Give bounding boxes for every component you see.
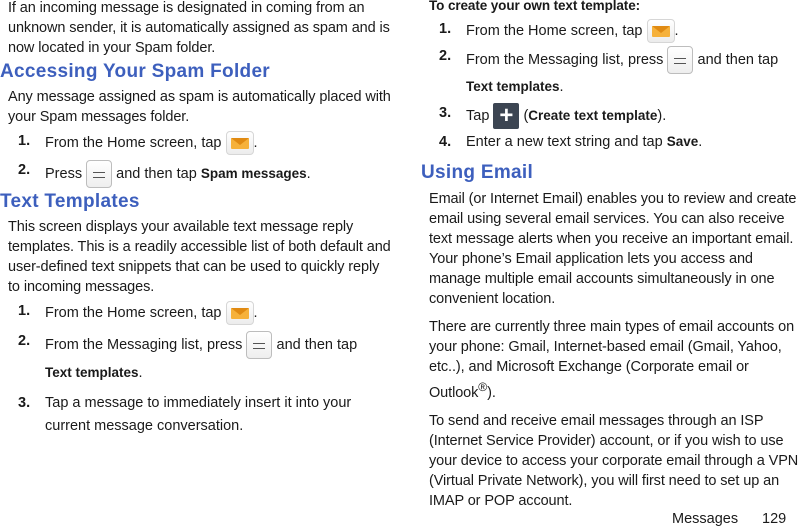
messaging-envelope-icon <box>226 301 254 325</box>
step-text: From the Home screen, tap <box>45 134 222 151</box>
step-end: . <box>306 165 311 182</box>
menu-key-icon <box>86 160 112 188</box>
step-number: 2. <box>439 48 452 64</box>
step-text: Tap <box>466 107 490 124</box>
step-number: 1. <box>439 21 452 37</box>
spam-messages-label: Spam messages <box>200 165 307 181</box>
step-text: ( <box>523 107 529 124</box>
step-number: 2. <box>18 162 31 178</box>
create-step-3 <box>421 103 801 129</box>
step-text: From the Home screen, tap <box>45 304 222 321</box>
right-column <box>421 0 801 511</box>
step-end: ). <box>657 107 667 124</box>
step-text: From the Messaging list, press <box>45 336 243 353</box>
spam-folder-heading: Accessing Your Spam Folder <box>0 61 271 82</box>
create-step-2 <box>421 46 801 97</box>
email-types-paragraph <box>421 317 801 403</box>
menu-key-icon <box>667 46 693 74</box>
step-end: . <box>674 22 679 39</box>
step-text: Press <box>45 165 83 182</box>
spam-step-1 <box>0 131 392 155</box>
spam-intro-paragraph: If an incoming message is designated in coming from an unknown sender, it is automatically assigned as spam and is now located in your Spam folder. <box>8 0 390 56</box>
registered-mark: ® <box>478 380 488 394</box>
text-templates-paragraph: This screen displays your available text message reply templates. This is a readily accessible list of both default and user-defined text snippets that can be used to quickly reply to incoming messages. <box>8 219 391 295</box>
messaging-envelope-icon <box>647 19 675 43</box>
menu-key-icon <box>246 331 272 359</box>
text-templates-label: Text templates <box>45 365 139 380</box>
email-types-end: ). <box>487 384 496 401</box>
footer-page-number: 129 <box>762 511 787 527</box>
spam-step-2 <box>0 160 392 188</box>
create-step-4 <box>421 132 801 152</box>
step-end: . <box>253 134 258 151</box>
step-text: Tap a message to immediately insert it into your current message conversation. <box>45 395 352 434</box>
templates-step-3 <box>0 392 365 438</box>
step-end: . <box>138 365 143 381</box>
step-text: and then tap <box>697 51 779 68</box>
step-end: . <box>559 79 564 95</box>
create-template-heading: To create your own text template: <box>429 0 640 13</box>
plus-add-icon: + <box>493 103 519 129</box>
step-number: 1. <box>18 133 31 149</box>
text-templates-heading: Text Templates <box>0 191 140 212</box>
spam-folder-paragraph: Any message assigned as spam is automatically placed with your Spam messages folder. <box>8 89 391 125</box>
left-column <box>0 0 392 438</box>
step-number: 2. <box>18 333 31 349</box>
step-text: Enter a new text string and tap <box>466 134 663 150</box>
step-text: and then tap <box>276 336 358 353</box>
step-text: From the Messaging list, press <box>466 51 664 68</box>
text-templates-label: Text templates <box>466 79 560 94</box>
using-email-heading: Using Email <box>421 162 534 183</box>
templates-step-1 <box>0 301 392 325</box>
step-number: 1. <box>18 303 31 319</box>
email-types-text: There are currently three main types of email accounts on your phone: Gmail, Internet-based email (Gmail, Yahoo, etc..), and Microsoft Exchange (Corporate email or Outlook <box>429 319 795 401</box>
messaging-envelope-icon <box>226 131 254 155</box>
step-number: 4. <box>439 134 452 150</box>
email-intro-paragraph: Email (or Internet Email) enables you to review and create email using several email services. You can also receive text message alerts when you receive an important email. Your phone’s Email application lets you access and manage multiple email accounts simultaneously in one convenient location. <box>429 191 797 307</box>
save-label: Save <box>666 134 699 149</box>
templates-step-2 <box>0 331 392 383</box>
footer-section-name: Messages <box>672 511 739 527</box>
create-step-1 <box>421 19 801 43</box>
email-isp-paragraph: To send and receive email messages through an ISP (Internet Service Provider) account, or if you wish to use your device to access your corporate email through a VPN (Virtual Private Network), you will first need to set up an IMAP or POP account. <box>429 412 799 509</box>
step-end: . <box>253 304 258 321</box>
step-number: 3. <box>439 105 452 121</box>
step-text: From the Home screen, tap <box>466 22 643 39</box>
create-text-template-label: Create text template <box>528 107 658 123</box>
step-end: . <box>698 134 703 150</box>
step-text: and then tap <box>116 165 197 182</box>
step-number: 3. <box>18 395 31 411</box>
